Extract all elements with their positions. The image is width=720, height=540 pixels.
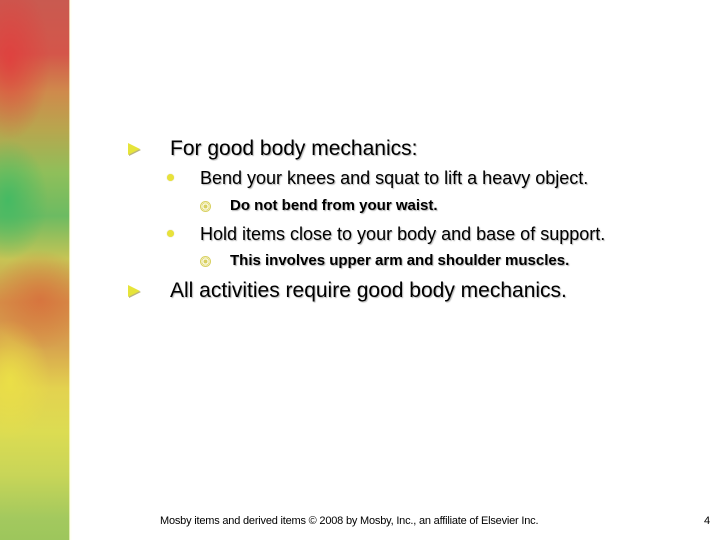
bullet-level2-hold-items: Hold items close to your body and base of support. xyxy=(200,224,606,244)
bullet-level2-bend-knees: Bend your knees and squat to lift a heavy object. xyxy=(200,168,589,188)
arrow-bullet-icon xyxy=(128,143,140,155)
dot-bullet-icon xyxy=(167,174,174,181)
ring-bullet-icon xyxy=(200,201,211,212)
footer-copyright: Mosby items and derived items © 2008 by Mosby, Inc., an affiliate of Elsevier Inc. xyxy=(160,515,539,527)
bullet-level1-all-activities: All activities require good body mechanics. xyxy=(170,279,567,302)
bullet-level3-do-not-bend: Do not bend from your waist. xyxy=(230,197,438,214)
ring-bullet-icon xyxy=(200,256,211,267)
dot-bullet-icon xyxy=(167,230,174,237)
bullet-level1-body-mechanics: For good body mechanics: xyxy=(170,137,418,160)
arrow-bullet-icon xyxy=(128,285,140,297)
bullet-level3-upper-arm: This involves upper arm and shoulder muscles. xyxy=(230,252,570,269)
decorative-gradient-sidebar xyxy=(0,0,70,540)
page-number: 4 xyxy=(704,515,711,527)
